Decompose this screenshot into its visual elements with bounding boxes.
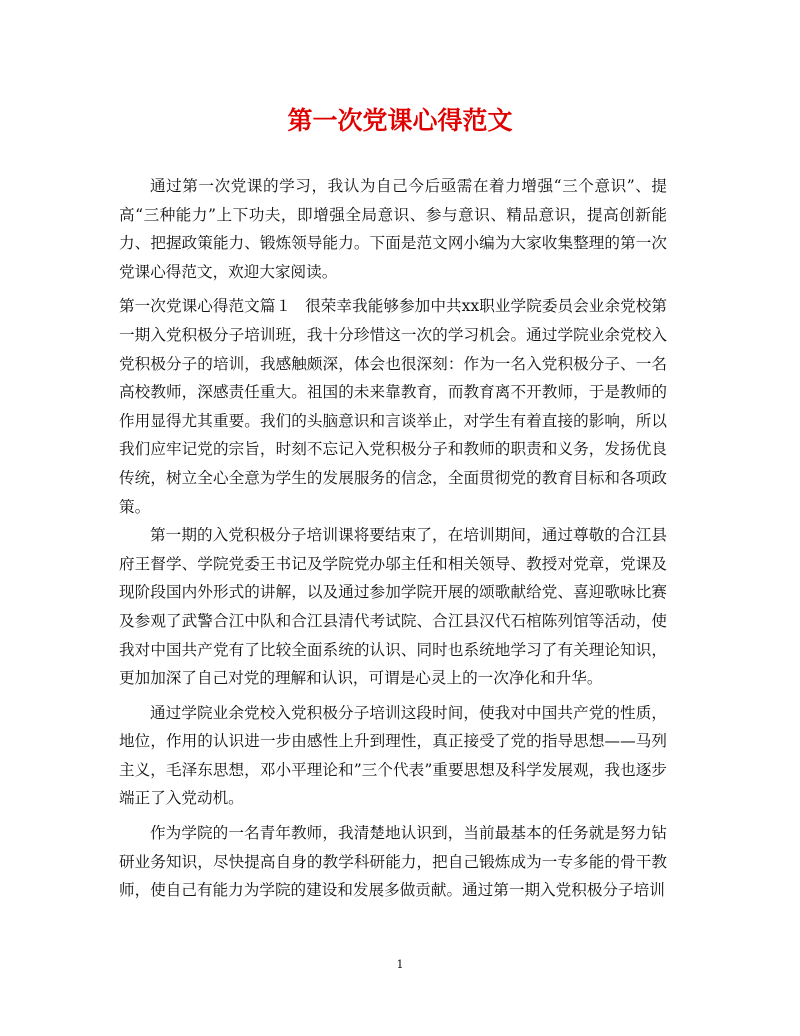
page-number: 1: [396, 958, 404, 971]
intro-paragraph: 通过第一次党课的学习，我认为自己今后亟需在着力增强“三个意识”、提高“三种能力”上下功夫，即增强全局意识、参与意识、精品意识，提高创新能力、把握政策能力、锻炼领导能力。下面是范文网小编为大家收集整理的第一次党课心得范文，欢迎大家阅读。: [119, 177, 667, 281]
section1-paragraph-1: [119, 292, 667, 521]
section1-heading: 第一次党课心得范文篇１: [119, 297, 292, 316]
section1-paragraph-4: 作为学院的一名青年教师，我清楚地认识到，当前最基本的任务就是努力钻研业务知识，尽快提高自身的教学科研能力，把自己锻炼成为一专多能的骨干教师，使自己有能力为学院的建设和发展多做贡献。通过第一期入党积极分子培训: [119, 824, 667, 900]
section1-paragraph-3: 通过学院业余党校入党积极分子培训这段时间，使我对中国共产党的性质，地位，作用的认识进一步由感性上升到理性，真正接受了党的指导思想——马列主义，毛泽东思想，邓小平理论和”三个代表”重要思想及科学发展观，我也逐步端正了入党动机。: [119, 703, 667, 808]
document-body: [119, 172, 667, 905]
document-title: 第一次党课心得范文: [287, 106, 513, 135]
section1-paragraph-1-text: 很荣幸我能够参加中共xx职业学院委员会业余党校第一期入党积极分子培训班，我十分珍惜这一次的学习机会。通过学院业余党校入党积极分子的培训，我感触颇深，体会也很深刻：作为一名入党积极分子、一名高校教师，深感责任重大。祖国的未来靠教育，而教育离不开教师，于是教师的作用显得尤其重要。我们的头脑意识和言谈举止，对学生有着直接的影响，所以我们应牢记党的宗旨，时刻不忘记入党积极分子和教师的职责和义务，发扬优良传统，树立全心全意为学生的发展服务的信念，全面贯彻党的教育目标和各项政策。: [119, 297, 667, 516]
section1-paragraph-2: 第一期的入党积极分子培训课将要结束了，在培训期间，通过尊敬的合江县府王督学、学院党委王书记及学院党办邬主任和相关领导、教授对党章，党课及现阶段国内外形式的讲解，以及通过参加学院开展的颂歌献给党、喜迎歌咏比赛及参观了武警合江中队和合江县清代考试院、合江县汉代石棺陈列馆等活动，使我对中国共产党有了比较全面系统的认识、同时也系统地学习了有关理论知识，更加加深了自己对党的理解和认识，可谓是心灵上的一次净化和升华。: [119, 526, 667, 688]
